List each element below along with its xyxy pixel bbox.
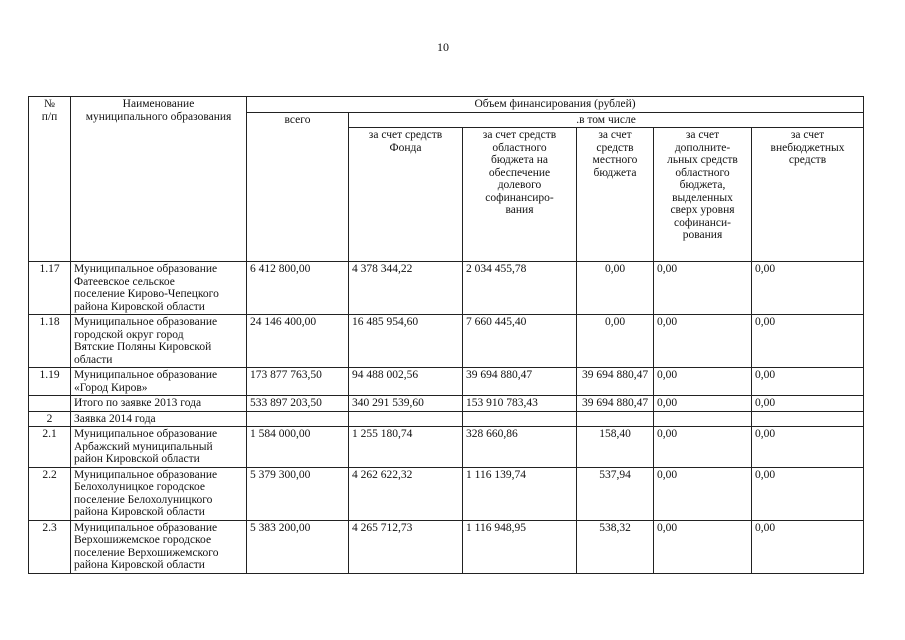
table-row [29,262,864,315]
row-number: 2.2 [29,467,71,520]
row-local: 158,40 [577,427,654,468]
row-fund: 94 488 002,56 [349,368,463,396]
row-regional: 39 694 880,47 [463,368,577,396]
row-local: 0,00 [577,262,654,315]
table-row [29,396,864,412]
row-additional: 0,00 [654,427,752,468]
header-total: всего [247,112,349,262]
row-local: 538,32 [577,520,654,573]
row-total [247,411,349,427]
row-name: Заявка 2014 года [71,411,247,427]
row-total: 5 379 300,00 [247,467,349,520]
row-name: Муниципальное образование Фатеевское сельское поселение Кирово-Чепецкого района Кировской области [71,262,247,315]
table-header [29,97,864,262]
header-additional: за счет дополните- льных средств областного бюджета, выделенных сверх уровня софинанси- рования [654,128,752,262]
table-row [29,315,864,368]
row-fund [349,411,463,427]
row-total: 24 146 400,00 [247,315,349,368]
row-regional: 328 660,86 [463,427,577,468]
row-fund: 1 255 180,74 [349,427,463,468]
header-name: Наименование муниципального образования [71,97,247,262]
row-extrabudget: 0,00 [752,368,864,396]
row-additional [654,411,752,427]
table-row [29,467,864,520]
row-extrabudget: 0,00 [752,520,864,573]
header-including: .в том числе [349,112,864,128]
row-regional: 1 116 139,74 [463,467,577,520]
row-fund: 4 262 622,32 [349,467,463,520]
table-body [29,262,864,574]
row-local: 537,94 [577,467,654,520]
table-row [29,427,864,468]
row-local [577,411,654,427]
row-number [29,396,71,412]
row-number: 1.17 [29,262,71,315]
row-extrabudget: 0,00 [752,427,864,468]
row-additional: 0,00 [654,396,752,412]
row-total: 533 897 203,50 [247,396,349,412]
row-additional: 0,00 [654,262,752,315]
row-additional: 0,00 [654,315,752,368]
row-regional: 1 116 948,95 [463,520,577,573]
header-num: № п/п [29,97,71,262]
row-additional: 0,00 [654,520,752,573]
row-name: Муниципальное образование городской округ город Вятские Поляны Кировской области [71,315,247,368]
row-name: Муниципальное образование Арбажский муниципальный район Кировской области [71,427,247,468]
financing-table [28,96,864,574]
row-number: 1.19 [29,368,71,396]
row-fund: 4 265 712,73 [349,520,463,573]
row-total: 6 412 800,00 [247,262,349,315]
row-name: Муниципальное образование «Город Киров» [71,368,247,396]
table-row [29,368,864,396]
row-fund: 16 485 954,60 [349,315,463,368]
header-regional: за счет средств областного бюджета на обеспечение долевого софинансиро- вания [463,128,577,262]
row-total: 5 383 200,00 [247,520,349,573]
row-total: 173 877 763,50 [247,368,349,396]
row-number: 1.18 [29,315,71,368]
table-row [29,411,864,427]
row-regional: 7 660 445,40 [463,315,577,368]
row-extrabudget: 0,00 [752,396,864,412]
row-fund: 4 378 344,22 [349,262,463,315]
row-extrabudget [752,411,864,427]
row-total: 1 584 000,00 [247,427,349,468]
row-name: Муниципальное образование Верхошижемское городское поселение Верхошижемского района Кировской области [71,520,247,573]
table-row [29,520,864,573]
header-local: за счет средств местного бюджета [577,128,654,262]
row-extrabudget: 0,00 [752,315,864,368]
row-local: 0,00 [577,315,654,368]
row-number: 2 [29,411,71,427]
header-fund: за счет средств Фонда [349,128,463,262]
row-regional: 2 034 455,78 [463,262,577,315]
row-additional: 0,00 [654,368,752,396]
row-additional: 0,00 [654,467,752,520]
row-extrabudget: 0,00 [752,467,864,520]
page-number: 10 [437,40,449,54]
header-extrabudget: за счет внебюджетных средств [752,128,864,262]
row-local: 39 694 880,47 [577,396,654,412]
row-number: 2.3 [29,520,71,573]
row-regional [463,411,577,427]
row-name: Муниципальное образование Белохолуницкое городское поселение Белохолуницкого района Кировской области [71,467,247,520]
row-number: 2.1 [29,427,71,468]
row-name: Итого по заявке 2013 года [71,396,247,412]
row-extrabudget: 0,00 [752,262,864,315]
row-fund: 340 291 539,60 [349,396,463,412]
header-financing: Объем финансирования (рублей) [247,97,864,113]
row-regional: 153 910 783,43 [463,396,577,412]
row-local: 39 694 880,47 [577,368,654,396]
